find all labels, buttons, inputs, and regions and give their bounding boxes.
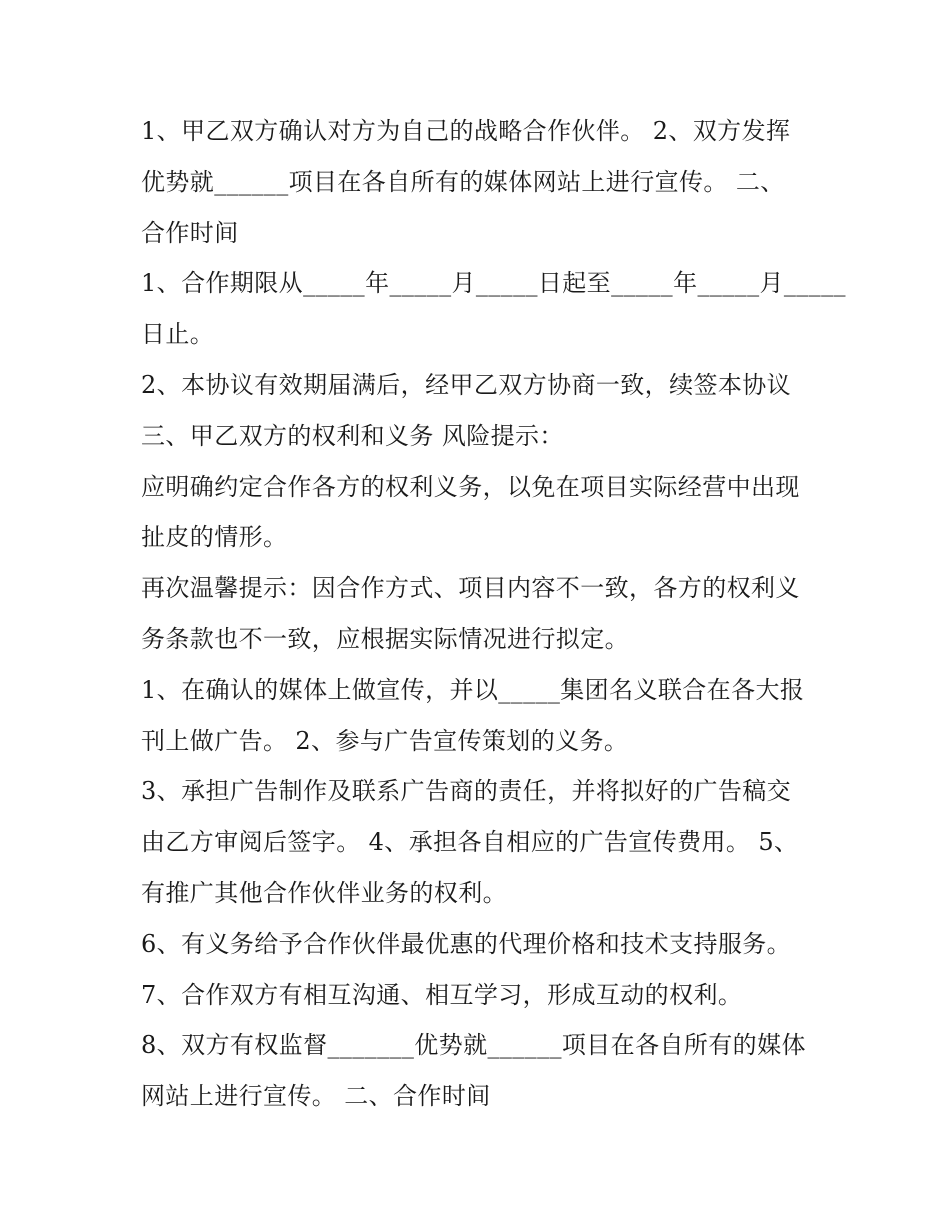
- document-body: [141, 106, 846, 1122]
- text-line: 应明确约定合作各方的权利义务，以免在项目实际经营中出现: [141, 472, 800, 501]
- text-line: 由乙方审阅后签字。 4、承担各自相应的广告宣传费用。 5、: [141, 828, 799, 857]
- text-line: 1、合作期限从_____年_____月_____日起至_____年_____月_____: [141, 269, 846, 298]
- text-line: 1、在确认的媒体上做宣传，并以_____集团名义联合在各大报: [141, 675, 805, 704]
- text-line: 7、合作双方有相互沟通、相互学习，形成互动的权利。: [141, 980, 743, 1009]
- text-line: 2、本协议有效期届满后，经甲乙双方协商一致，续签本协议: [141, 370, 792, 399]
- text-line: 日止。: [141, 320, 215, 349]
- text-line: 1、甲乙双方确认对方为自己的战略合作伙伴。 2、双方发挥: [141, 117, 791, 145]
- text-line: 3、承担广告制作及联系广告商的责任，并将拟好的广告稿交: [141, 777, 792, 806]
- text-line: 有推广其他合作伙伴业务的权利。: [141, 878, 507, 907]
- text-line: 合作时间: [141, 218, 239, 247]
- text-line: 6、有义务给予合作伙伴最优惠的代理价格和技术支持服务。: [141, 929, 792, 958]
- text-line: 网站上进行宣传。 二、合作时间: [141, 1082, 491, 1111]
- text-line: 三、甲乙双方的权利和义务 风险提示：: [141, 421, 564, 450]
- text-line: 再次温馨提示：因合作方式、项目内容不一致，各方的权利义: [141, 574, 800, 603]
- text-line: 优势就______项目在各自所有的媒体网站上进行宣传。 二、: [141, 167, 785, 196]
- text-line: 刊上做广告。 2、参与广告宣传策划的义务。: [141, 726, 629, 755]
- text-line: 8、双方有权监督_______优势就______项目在各自所有的媒体: [141, 1031, 806, 1060]
- text-line: 务条款也不一致，应根据实际情况进行拟定。: [141, 624, 629, 653]
- text-line: 扯皮的情形。: [141, 523, 288, 552]
